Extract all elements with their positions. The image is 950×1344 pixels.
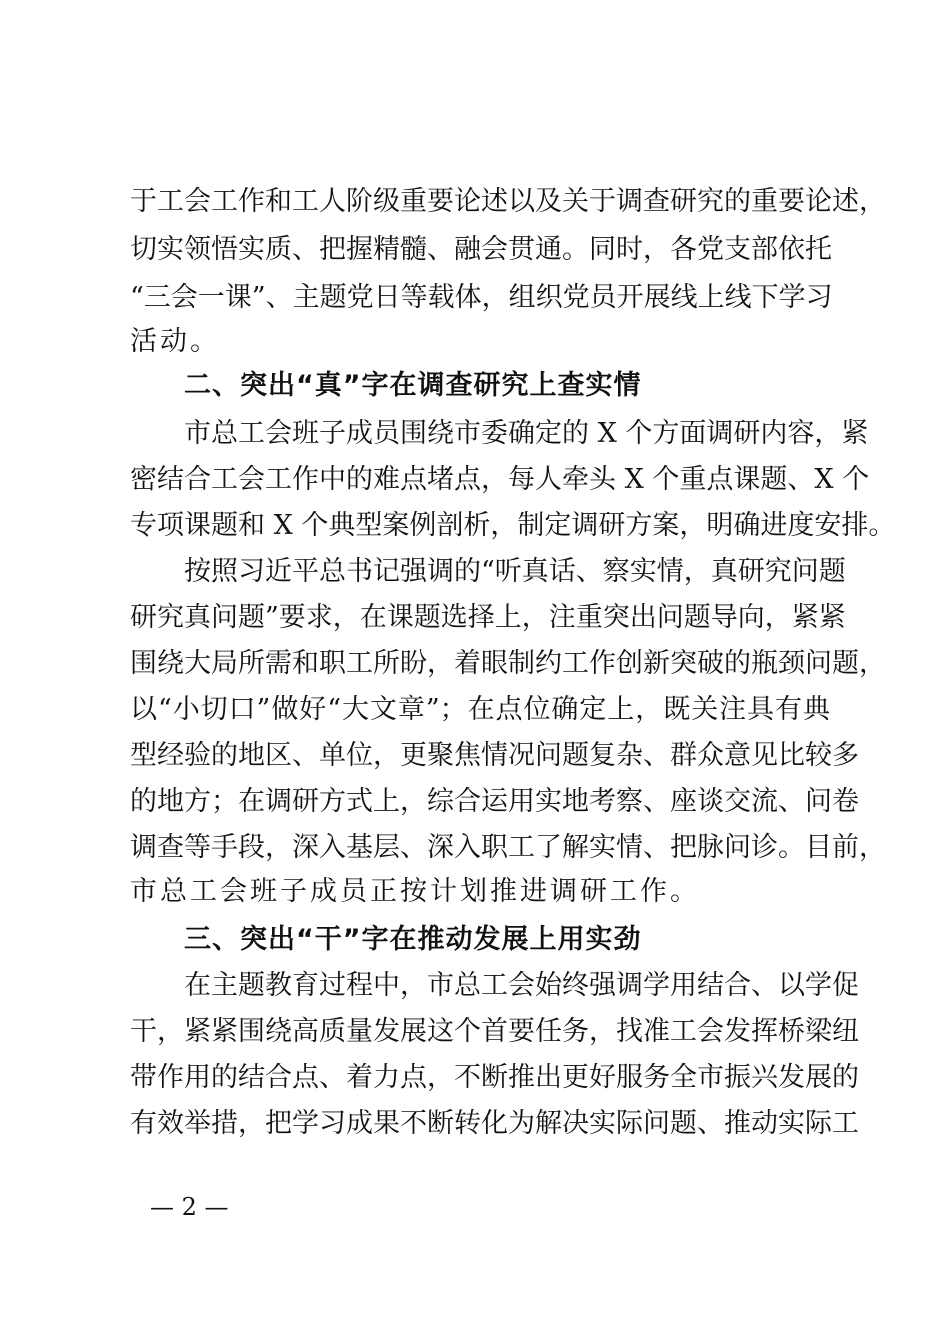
text-line: 型经验的地区、单位，更聚焦情况问题复杂、群众意见比较多 — [130, 740, 859, 771]
text-line: “三会一课”、主题党日等载体，组织党员开展线上线下学习 — [130, 282, 833, 313]
text-line: 按照习近平总书记强调的“听真话、察实情，真研究问题 — [184, 556, 846, 587]
text-line: 带作用的结合点、着力点，不断推出更好服务全市振兴发展的 — [130, 1062, 859, 1093]
text-line: 以“小切口”做好“大文章”；在点位确定上，既关注具有典 — [130, 694, 830, 725]
text-line: 的地方；在调研方式上，综合运用实地考察、座谈交流、问卷 — [130, 786, 859, 817]
text-line: 研究真问题”要求，在课题选择上，注重突出问题导向，紧紧 — [130, 602, 846, 633]
text-line: 市总工会班子成员正按计划推进调研工作。 — [130, 876, 700, 907]
text-line: 干，紧紧围绕高质量发展这个首要任务，找准工会发挥桥梁纽 — [130, 1016, 859, 1047]
text-line: 市总工会班子成员围绕市委确定的 X 个方面调研内容，紧 — [184, 418, 869, 449]
text-line: 有效举措，把学习成果不断转化为解决实际问题、推动实际工 — [130, 1108, 859, 1139]
text-line: 密结合工会工作中的难点堵点，每人牵头 X 个重点课题、X 个 — [130, 464, 870, 495]
text-line: 专项课题和 X 个典型案例剖析，制定调研方案，明确进度安排。 — [130, 510, 896, 541]
text-line: 活动。 — [130, 326, 220, 357]
text-line: 于工会工作和工人阶级重要论述以及关于调查研究的重要论述， — [130, 186, 886, 217]
section-heading-2: 二、突出“真”字在调查研究上查实情 — [184, 370, 642, 401]
text-line: 调查等手段，深入基层、深入职工了解实情、把脉问诊。目前， — [130, 832, 886, 863]
section-heading-3: 三、突出“干”字在推动发展上用实劲 — [184, 924, 642, 955]
page-number: — 2 — — [150, 1193, 229, 1221]
text-line: 切实领悟实质、把握精髓、融会贯通。同时，各党支部依托 — [130, 234, 832, 265]
text-line: 在主题教育过程中，市总工会始终强调学用结合、以学促 — [184, 970, 859, 1001]
text-line: 围绕大局所需和职工所盼，着眼制约工作创新突破的瓶颈问题， — [130, 648, 886, 679]
